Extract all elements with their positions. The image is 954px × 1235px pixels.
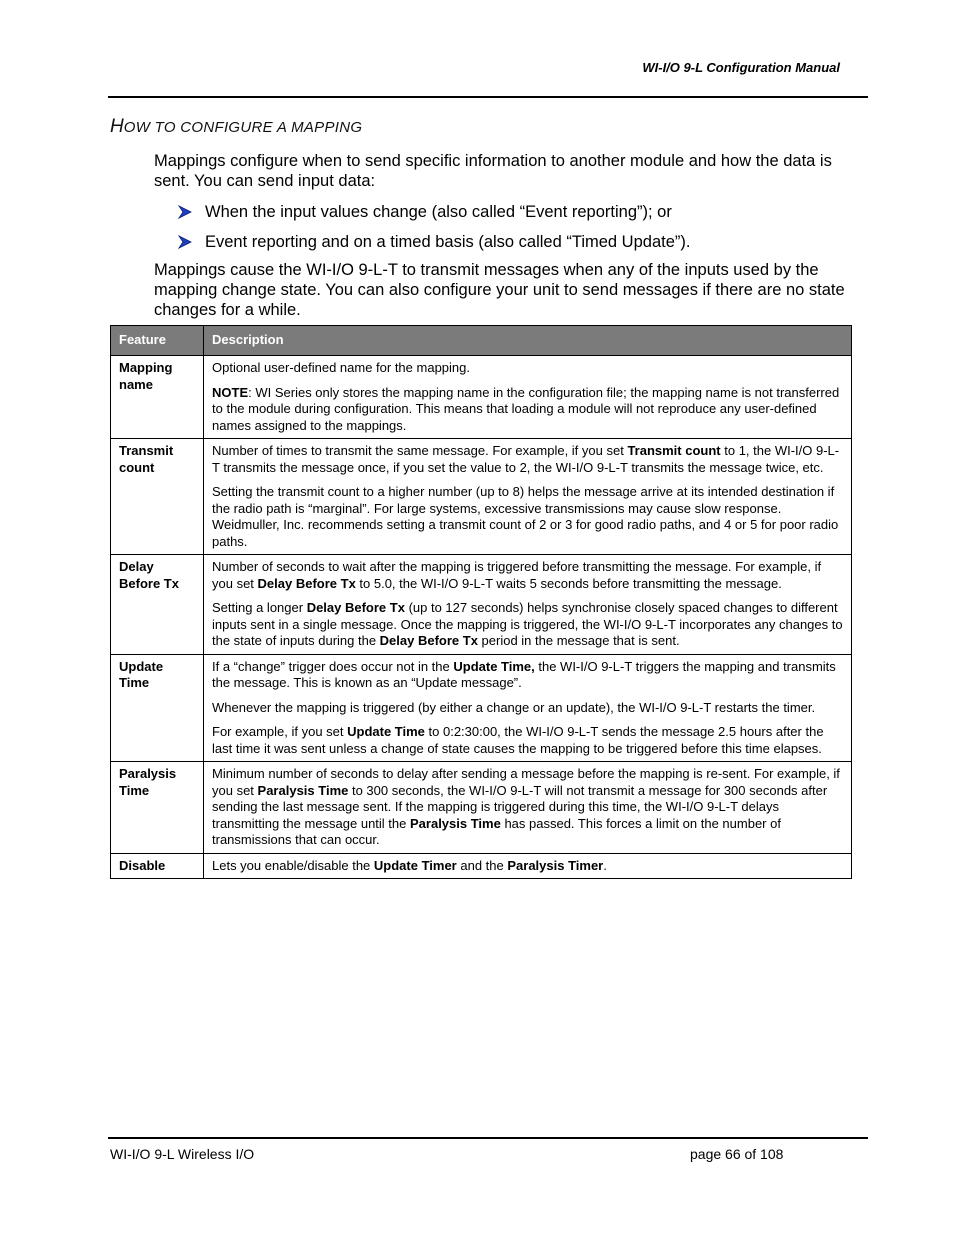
arrow-bullet-icon	[178, 205, 192, 219]
text-run: Number of seconds to wait after the mapping is triggered before transmitting the message. For example, if you set	[212, 559, 822, 591]
text-run: Setting the transmit count to a higher number (up to 8) helps the message arrive at its intended destination if the radio path is “marginal”. For large systems, excessive transmissions may cause slow response. Weidmuller, Inc. recommends setting a transmit count of 2 or 3 for good radio paths, and 4 or 5 for poor radio paths.	[212, 484, 839, 549]
description-cell	[204, 762, 852, 854]
bold-term: Paralysis Time	[410, 815, 501, 831]
bold-term: Paralysis Time	[257, 782, 349, 798]
bold-term: Paralysis Timer	[507, 857, 604, 873]
text-run: Setting a longer	[212, 600, 307, 615]
description-paragraph	[212, 559, 843, 592]
text-run: has passed. This forces a limit on the number of transmissions that can occur.	[212, 815, 781, 847]
description-paragraph	[212, 360, 843, 377]
header-title: WI-I/O 9-L Configuration Manual	[642, 60, 840, 75]
bold-term: Update Time	[347, 724, 425, 739]
outro-paragraph: Mappings cause the WI-I/O 9-L-T to transmit messages when any of the inputs used by the mapping change state. You can also configure your unit to send messages if there are no state changes for a while.	[154, 261, 845, 319]
feature-cell: Disable	[111, 853, 204, 879]
feature-cell: Delay Before Tx	[111, 555, 204, 655]
bullet-item	[178, 232, 690, 252]
arrow-bullet-icon	[178, 235, 192, 249]
description-paragraph	[212, 858, 843, 875]
text-run: (up to 127 seconds) helps synchronise closely spaced changes to different inputs sent in a single message. Once the mapping is triggered, the WI-I/O 9-L-T incorporates any changes to the state of inputs during the	[212, 600, 843, 648]
description-paragraph	[212, 385, 843, 435]
text-run: .	[603, 857, 607, 873]
column-header-feature: Feature	[111, 326, 204, 356]
text-run: : WI Series only stores the mapping name in the configuration file; the mapping name is not transferred to the module during configuration. This means that loading a module will not reproduce any user-defined names assigned to the mappings.	[212, 384, 840, 433]
table-row	[111, 356, 852, 439]
bullet-text: When the input values change (also called “Event reporting”); or	[205, 203, 672, 221]
description-cell	[204, 439, 852, 555]
section-title-rest: OW TO CONFIGURE A MAPPING	[123, 119, 363, 136]
text-run: to 0:2:30:00, the WI-I/O 9-L-T sends the message 2.5 hours after the last time it was sent unless a change of state causes the mapping to be triggered before this time elapses.	[212, 724, 824, 756]
feature-cell: Update Time	[111, 654, 204, 762]
text-run: Lets you enable/disable the	[212, 857, 374, 873]
feature-cell: Mapping name	[111, 356, 204, 439]
section-title	[110, 116, 362, 138]
description-cell	[204, 654, 852, 762]
description-paragraph	[212, 659, 843, 692]
description-paragraph	[212, 600, 843, 650]
table-body	[111, 356, 852, 879]
description-cell	[204, 853, 852, 879]
text-run: Minimum number of seconds to delay after sending a message before the mapping is re-sent. For example, if you set	[212, 766, 840, 798]
bullet-text: Event reporting and on a timed basis (also called “Timed Update”).	[205, 233, 691, 251]
feature-table	[110, 325, 852, 879]
footer-rule	[108, 1137, 868, 1139]
description-paragraph	[212, 484, 843, 550]
footer-page-number: page 66 of 108	[690, 1146, 784, 1162]
bullet-item	[178, 202, 672, 222]
description-paragraph	[212, 724, 843, 757]
section-title-initial: H	[110, 116, 124, 137]
bold-term: Transmit count	[627, 443, 721, 458]
text-run: Optional user-defined name for the mapping.	[212, 360, 470, 375]
feature-cell: Transmit count	[111, 439, 204, 555]
table-row	[111, 762, 852, 854]
bold-term: Update Time,	[453, 658, 535, 674]
table-header-row	[111, 326, 852, 356]
bold-term: NOTE	[212, 384, 249, 400]
text-run: If a “change” trigger does occur not in the	[212, 658, 454, 674]
feature-cell: Paralysis Time	[111, 762, 204, 854]
text-run: to 300 seconds, the WI-I/O 9-L-T will not transmit a message for 300 seconds after sending the last message sent. If the mapping is triggered during this time, the WI-I/O 9-L-T delays transmitting the message until the	[212, 782, 828, 831]
bold-term: Delay Before Tx	[379, 633, 478, 648]
text-run: to 1, the WI-I/O 9-L-T transmits the message once, if you set the value to 2, the WI-I/O 9-L-T transmits the message twice, etc.	[212, 443, 840, 475]
table-row	[111, 853, 852, 879]
description-cell	[204, 555, 852, 655]
text-run: the WI-I/O 9-L-T triggers the mapping and transmits the message. This is known as an “Update message”.	[212, 658, 836, 690]
text-run: Number of times to transmit the same message. For example, if you set	[212, 443, 628, 458]
footer-doc-name: WI-I/O 9-L Wireless I/O	[110, 1146, 255, 1162]
bold-term: Update Timer	[373, 857, 457, 873]
intro-paragraph: Mappings configure when to send specific information to another module and how the data is sent. You can send input data:	[154, 152, 832, 190]
bold-term: Delay Before Tx	[306, 600, 405, 615]
bold-term: Delay Before Tx	[257, 575, 356, 591]
description-cell	[204, 356, 852, 439]
header-rule	[108, 96, 868, 98]
description-paragraph	[212, 766, 843, 849]
description-paragraph	[212, 443, 843, 476]
description-paragraph	[212, 700, 843, 717]
text-run: period in the message that is sent.	[477, 633, 680, 648]
table-row	[111, 654, 852, 762]
text-run: Whenever the mapping is triggered (by either a change or an update), the WI-I/O 9-L-T restarts the timer.	[212, 699, 816, 715]
table-row	[111, 439, 852, 555]
text-run: For example, if you set	[212, 724, 348, 739]
table-row	[111, 555, 852, 655]
column-header-description: Description	[204, 326, 852, 356]
text-run: to 5.0, the WI-I/O 9-L-T waits 5 seconds before transmitting the message.	[355, 575, 782, 591]
text-run: and the	[456, 857, 508, 873]
